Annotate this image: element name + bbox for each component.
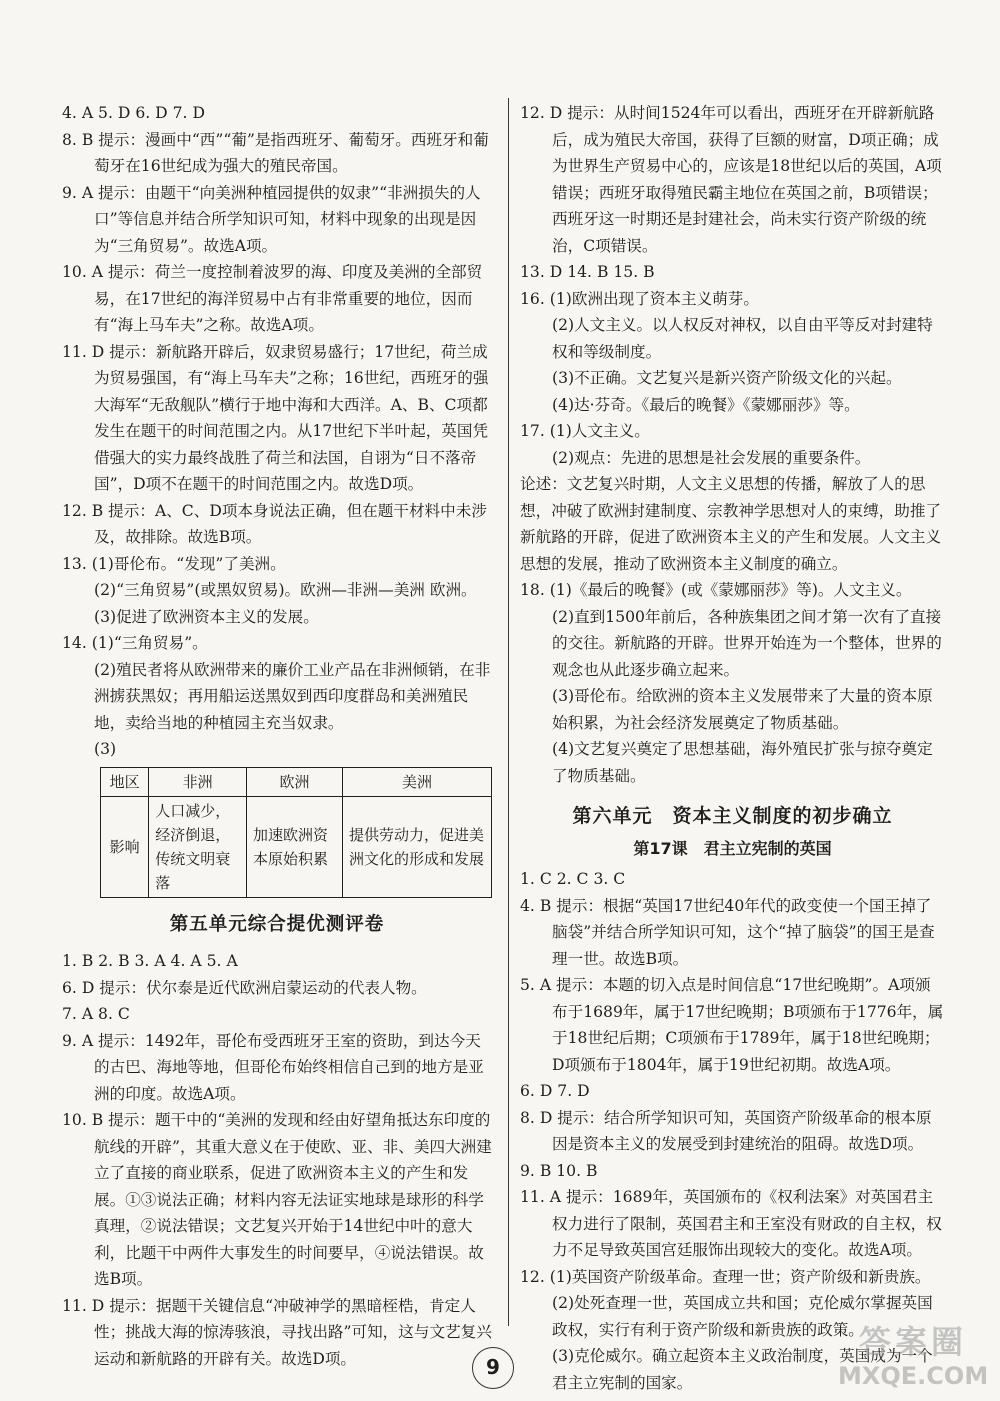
- answer-17-sub: (2)观点：先进的思想是社会发展的重要条件。: [552, 448, 871, 467]
- answer-line: 13. D 14. B 15. B: [520, 263, 655, 281]
- answer-16-sub: (2)人文主义。以人权反对神权，以自由平等反对封建特权和等级制度。: [552, 316, 933, 361]
- table-header-cell: 欧洲: [247, 767, 343, 796]
- answer-line: 4. B 提示：根据“英国17世纪40年代的政变使一个国王掉了脑袋”并结合所学知识可知，这个“掉了脑袋”的国王是查理一世。故选B项。: [520, 896, 935, 968]
- answer-line: 9. A 提示：由题干“向美洲种植园提供的奴隶”“非洲损失的人口”等信息并结合所学知识可知，材料中现象的出现是因为“三角贸易”。故选A项。: [62, 183, 481, 255]
- answer-line: 10. A 提示：荷兰一度控制着波罗的海、印度及美洲的全部贸易，在17世纪的海洋贸易中占有非常重要的地位，因而有“海上马车夫”之称。故选A项。: [62, 263, 483, 334]
- table-header-cell: 美洲: [343, 767, 492, 796]
- answer-14-sub: (2)殖民者将从欧洲带来的廉价工业产品在非洲倾销，在非洲掳获黑奴；再用船运送黑奴到西印度群岛和美洲殖民地，卖给当地的种植园主充当奴隶。: [94, 660, 491, 732]
- answer-18-head: 18. (1)《最后的晚餐》(或《蒙娜丽莎》等)。人文主义。: [520, 581, 912, 599]
- answer-line: 1. C 2. C 3. C: [520, 870, 626, 888]
- answer-line: 10. B 提示：题干中的“美洲的发现和经由好望角抵达东印度的航线的开辟”，其重大意义在于使欧、亚、非、美四大洲建立了直接的商业联系，促进了欧洲资本主义的产生和发展。①③说法正确；材料内容无法证实地球是球形的科学真理，②说法错误；文艺复兴开始于14世纪中叶的意大利，比题干中两件大事发生的时间要早，④说法错误。故选B项。: [62, 1111, 492, 1288]
- answer-line: 12. B 提示：A、C、D项本身说法正确，但在题干材料中未涉及，故排除。故选B项。: [62, 501, 487, 546]
- answer-13-sub: (2)“三角贸易”(或黑奴贸易)。欧洲—非洲—美洲 欧洲。: [94, 581, 477, 599]
- left-column: [62, 100, 492, 1372]
- answer-line: 11. A 提示：1689年，英国颁布的《权利法案》对英国君主权力进行了限制，英国君主和王室没有财政的自主权，权力不足导致英国宫廷服饰出现较大的变化。故选A项。: [520, 1188, 942, 1259]
- column-divider: [508, 98, 509, 1326]
- answer-17-head: 17. (1)人文主义。: [520, 422, 650, 440]
- table-cell: 加速欧洲资本原始积累: [247, 796, 343, 897]
- answer-line: 6. D 7. D: [520, 1082, 590, 1100]
- page-number: 9: [472, 1347, 514, 1389]
- answer-line: 11. D 提示：新航路开辟后，奴隶贸易盛行；17世纪，荷兰成为贸易强国，有“海上马车夫”之称；16世纪，西班牙的强大海军“无敌舰队”横行于地中海和大西洋。A、B、C项都发生在题干的时间范围之内。从17世纪下半叶起，英国凭借强大的实力最终战胜了荷兰和法国，自诩为“日不落帝国”，D项不在题干的时间范围之内。故选D项。: [62, 342, 489, 493]
- answer-12-sub: (2)处死查理一世，英国成立共和国；克伦威尔掌握英国政权，实行有利于资产阶级和新贵族的政策。: [552, 1294, 933, 1339]
- right-column: [520, 100, 945, 1396]
- answer-18-sub: (3)哥伦布。给欧洲的资本主义发展带来了大量的资本原始积累，为社会经济发展奠定了物质基础。: [552, 687, 933, 732]
- impact-table: [100, 767, 492, 898]
- answer-18-sub: (2)直到1500年前后，各种族集团之间才第一次有了直接的交往。新航路的开辟。世界开始连为一个整体，世界的观念也从此逐步确立起来。: [552, 607, 942, 679]
- table-cell: 人口减少，经济倒退，传统文明衰落: [149, 796, 247, 897]
- answer-13-sub: (3)促进了欧洲资本主义的发展。: [94, 607, 319, 626]
- watermark-text-en: MXQE.COM: [838, 1362, 989, 1390]
- answer-17-discussion: 论述：文艺复兴时期，人文主义思想的传播，解放了人的思想，冲破了欧洲封建制度、宗教神学思想对人的束缚，助推了新航路的开辟，促进了欧洲资本主义的产生和发展。人文主义思想的发展，推动了欧洲资本主义制度的确立。: [520, 475, 942, 573]
- answer-14-sub: (3): [94, 740, 117, 758]
- answer-line: 1. B 2. B 3. A 4. A 5. A: [62, 952, 238, 970]
- answer-line: 6. D 提示：伏尔泰是近代欧洲启蒙运动的代表人物。: [62, 978, 427, 997]
- answer-16-sub: (4)达·芬奇。《最后的晚餐》《蒙娜丽莎》等。: [552, 395, 860, 414]
- answer-line: 9. A 提示：1492年，哥伦布受西班牙王室的资助，到达今天的古巴、海地等地，但哥伦布始终相信自己到的地方是亚洲的印度。故选A项。: [62, 1031, 484, 1103]
- watermark-text-cn: 答案圈: [858, 1323, 967, 1361]
- answer-line: 11. D 提示：据题干关键信息“冲破神学的黑暗桎梏，肯定人性；挑战大海的惊涛骇浪，寻找出路”可知，这与文艺复兴运动和新航路的开辟有关。故选D项。: [62, 1296, 492, 1368]
- table-header-cell: 非洲: [149, 767, 247, 796]
- answer-line: 7. A 8. C: [62, 1005, 130, 1023]
- answer-line: 9. B 10. B: [520, 1161, 598, 1180]
- table-row: [101, 796, 492, 897]
- table-row-label: 影响: [101, 796, 149, 897]
- answer-13-head: 13. (1)哥伦布。“发现”了美洲。: [62, 554, 286, 573]
- section-title: 第五单元综合提优测评卷: [169, 913, 385, 935]
- answer-18-sub: (4)文艺复兴奠定了思想基础，海外殖民扩张与掠夺奠定了物质基础。: [552, 740, 933, 785]
- lesson-title: 第17课 君主立宪制的英国: [633, 838, 832, 858]
- answer-line: 8. B 提示：漫画中“西”“葡”是指西班牙、葡萄牙。西班牙和葡萄牙在16世纪成为强大的殖民帝国。: [62, 130, 489, 175]
- answer-12-head: 12. (1)英国资产阶级革命。查理一世；资产阶级和新贵族。: [520, 1267, 931, 1286]
- answer-line: 8. D 提示：结合所学知识可知，英国资产阶级革命的根本原因是资本主义的发展受到封建统治的阻碍。故选D项。: [520, 1108, 932, 1153]
- answer-line: 12. D 提示：从时间1524年可以看出，西班牙在开辟新航路后，成为殖民大帝国，获得了巨额的财富，D项正确；成为世界生产贸易中心的，应该是18世纪以后的英国，A项错误；西班牙取得殖民霸主地位在英国之前，B项错误；西班牙这一时期还是封建社会，尚未实行资产阶级的统治，C项错误。: [520, 104, 942, 255]
- table-header-cell: 地区: [101, 767, 149, 796]
- answer-14-head: 14. (1)“三角贸易”。: [62, 634, 208, 652]
- answer-12-sub: (3)克伦威尔。确立起资本主义政治制度，英国成为一个君主立宪制的国家。: [552, 1347, 933, 1392]
- answer-line: 5. A 提示：本题的切入点是时间信息“17世纪晚期”。A项颁布于1689年，属于17世纪晚期；B项颁布于1776年，属于18世纪后期；C项颁布于1789年，属于18世纪晚期；D项颁布于1804年，属于19世纪初期。故选A项。: [520, 976, 944, 1074]
- table-cell: 提供劳动力，促进美洲文化的形成和发展: [343, 796, 492, 897]
- answer-16-sub: (3)不正确。文艺复兴是新兴资产阶级文化的兴起。: [552, 369, 902, 387]
- answer-16-head: 16. (1)欧洲出现了资本主义萌芽。: [520, 289, 759, 308]
- table-header-row: [101, 767, 492, 796]
- watermark-logo: [838, 1322, 988, 1392]
- answer-line: 4. A 5. D 6. D 7. D: [62, 104, 205, 122]
- unit-title: 第六单元 资本主义制度的初步确立: [572, 805, 893, 827]
